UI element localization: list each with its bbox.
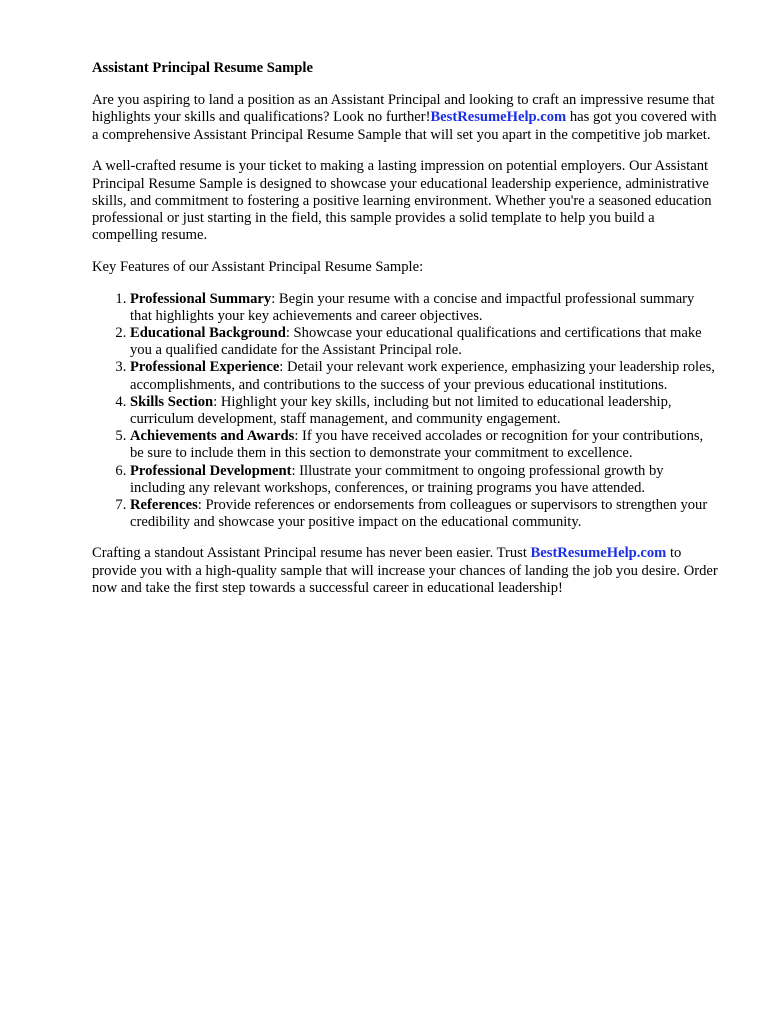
document-title: Assistant Principal Resume Sample (92, 60, 313, 76)
intro-site-link[interactable]: BestResumeHelp.com (430, 109, 567, 126)
intro-text-after-link: has got you covered with a comprehensive Assistant Principal Resume Sample that will set you apart in the competitive job market. (92, 109, 717, 143)
feature-text: : Showcase your educational qualifications and certifications that make you a qualified candidate for the Assistant Principal role. (130, 324, 702, 359)
feature-term: Professional Summary (130, 290, 272, 307)
feature-text: : Begin your resume with a concise and impactful professional summary that highlights your key achievements and career objectives. (130, 290, 695, 324)
features-heading: Key Features of our Assistant Principal Resume Sample: (92, 258, 424, 275)
feature-term: Achievements and Awards (130, 428, 295, 445)
feature-term: Professional Development (130, 462, 292, 479)
closing-text-before-link: Crafting a standout Assistant Principal resume has never been easier. Trust (92, 545, 531, 562)
list-item (130, 394, 718, 428)
list-item (130, 497, 718, 531)
list-item (130, 359, 718, 393)
intro-paragraph (92, 92, 718, 144)
feature-term: Skills Section (130, 393, 214, 410)
closing-site-link[interactable]: BestResumeHelp.com (530, 545, 667, 562)
closing-paragraph (92, 545, 718, 597)
list-item (130, 325, 718, 359)
list-item (130, 463, 718, 497)
feature-text: : Provide references or endorsements from colleagues or supervisors to strengthen your credibility and showcase your positive impact on the educational community. (130, 496, 708, 531)
features-list (92, 291, 718, 532)
feature-term: Educational Background (130, 324, 286, 341)
intro-text-before-link: Are you aspiring to land a position as an Assistant Principal and looking to craft an impressive resume that highlights your skills and qualifications? Look no further! (92, 92, 715, 126)
list-item (130, 291, 718, 325)
feature-text: : Highlight your key skills, including but not limited to educational leadership, curriculum development, staff management, and community engagement. (130, 393, 672, 427)
feature-text: : If you have received accolades or recognition for your contributions, be sure to include them in this section to demonstrate your commitment to excellence. (130, 428, 704, 462)
list-item (130, 428, 718, 462)
feature-text: : Illustrate your commitment to ongoing professional growth by including any relevant workshops, conferences, or training programs you have attended. (130, 462, 664, 496)
closing-text-after-link: to provide you with a high-quality sample that will increase your chances of landing the job you desire. Order now and take the first step towards a successful career in educational leadership! (92, 545, 718, 596)
feature-term: References (130, 496, 198, 513)
description-paragraph: A well-crafted resume is your ticket to making a lasting impression on potential employers. Our Assistant Principal Resume Sample is designed to showcase your educational leadership experience, administrative skills, and commitment to fostering a positive learning environment. Whether you're a seasoned education professional or just starting in the field, this sample provides a solid template to help you build a compelling resume. (92, 158, 712, 244)
feature-term: Professional Experience (130, 359, 280, 376)
feature-text: : Detail your relevant work experience, emphasizing your leadership roles, accomplishments, and contributions to the success of your previous educational institutions. (130, 359, 715, 393)
